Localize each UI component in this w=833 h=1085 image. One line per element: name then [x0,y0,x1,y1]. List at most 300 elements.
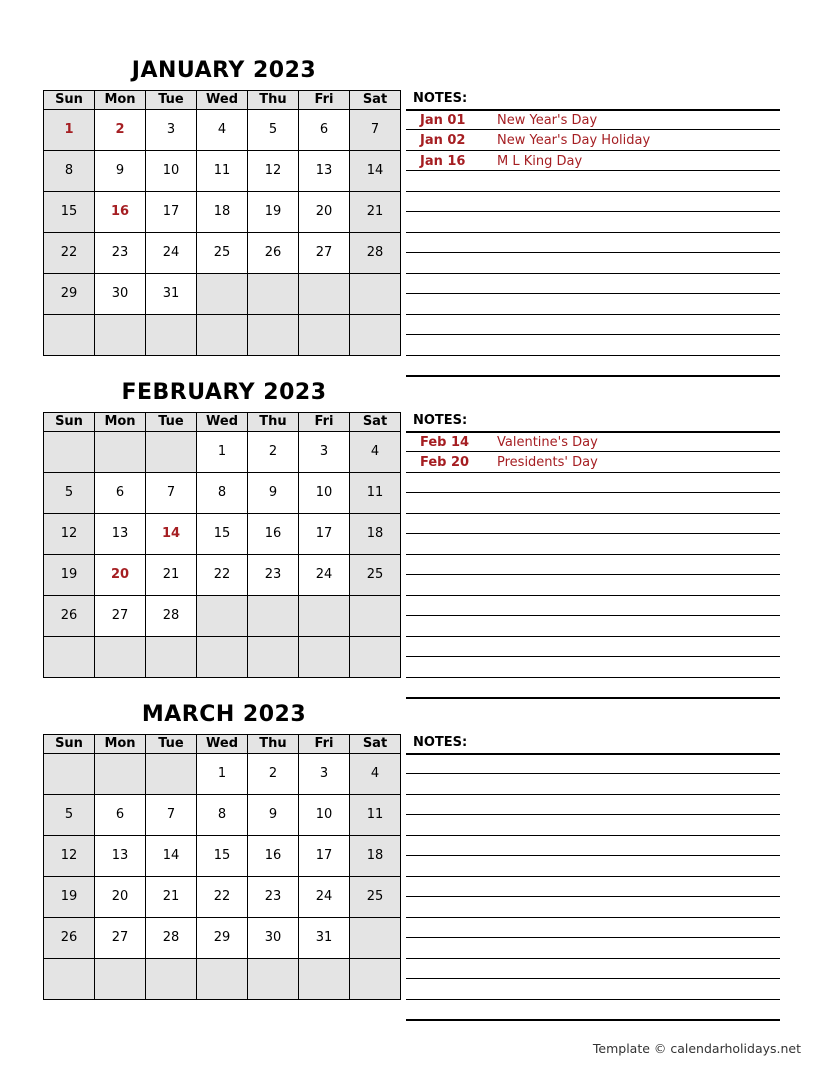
day-number [299,274,349,287]
weekday-header: Tue [146,413,197,432]
notes-rule [406,513,780,514]
empty-day-cell [44,959,95,1000]
notes-label: NOTES: [413,413,468,428]
day-number [350,596,400,609]
day-number: 23 [264,889,282,904]
day-number [95,637,145,650]
day-number: 6 [115,485,125,500]
day-number: 13 [111,848,129,863]
day-number [197,637,247,650]
day-number: 21 [162,567,180,582]
day-number [248,596,298,609]
week-row [44,795,401,836]
day-number: 19 [264,204,282,219]
day-cell [350,555,401,596]
day-cell [350,473,401,514]
empty-day-cell [248,959,299,1000]
empty-day-cell [95,637,146,678]
day-number [44,637,94,650]
day-number: 18 [213,204,231,219]
day-number: 16 [264,526,282,541]
day-cell [299,795,350,836]
day-cell [248,151,299,192]
day-number: 7 [166,807,176,822]
weekday-header: Tue [146,735,197,754]
day-number: 8 [217,807,227,822]
day-number: 2 [268,766,278,781]
day-number: 5 [64,807,74,822]
empty-day-cell [248,315,299,356]
day-number [299,637,349,650]
day-number: 31 [162,286,180,301]
notes-rule [406,656,780,657]
day-cell [350,233,401,274]
day-number [299,596,349,609]
empty-day-cell [146,959,197,1000]
day-cell [299,877,350,918]
day-number [350,315,400,328]
weekday-header: Fri [299,735,350,754]
weekday-header: Wed [197,735,248,754]
day-cell [299,836,350,877]
week-row [44,877,401,918]
day-number [248,315,298,328]
notes-rule [406,314,780,315]
notes-rule [406,937,780,938]
day-number: 14 [366,163,384,178]
day-cell [146,918,197,959]
day-number: 3 [319,444,329,459]
day-number: 17 [315,526,333,541]
day-number: 20 [110,567,130,582]
day-number [350,274,400,287]
notes-rule [406,814,780,815]
week-row [44,274,401,315]
day-number: 25 [213,245,231,260]
day-number [44,959,94,972]
notes-rule [406,574,780,575]
weekday-header: Fri [299,91,350,110]
notes-rule [406,958,780,959]
day-cell [95,151,146,192]
notes-rule [406,697,780,699]
notes-rule [406,293,780,294]
day-number: 4 [370,444,380,459]
week-row [44,233,401,274]
day-cell [44,555,95,596]
day-cell [299,473,350,514]
weekday-header: Thu [248,91,299,110]
notes-label: NOTES: [413,735,468,750]
holiday-note-date: Jan 01 [420,113,466,128]
day-number: 9 [268,485,278,500]
day-number [350,959,400,972]
week-row [44,637,401,678]
day-number: 8 [217,485,227,500]
week-row [44,918,401,959]
notes-rule [406,917,780,918]
day-number: 27 [111,930,129,945]
day-number: 1 [64,122,74,137]
day-number [146,432,196,445]
day-number: 29 [213,930,231,945]
day-number: 21 [162,889,180,904]
weekday-header: Fri [299,413,350,432]
day-number [248,637,298,650]
day-number: 13 [111,526,129,541]
day-cell [197,514,248,555]
notes-rule [406,252,780,253]
notes-rule [406,855,780,856]
notes-rule [406,431,780,433]
day-number: 20 [315,204,333,219]
day-number: 28 [162,930,180,945]
day-number [146,959,196,972]
day-cell [197,836,248,877]
day-number: 5 [268,122,278,137]
empty-day-cell [350,315,401,356]
day-cell [299,432,350,473]
day-number: 20 [111,889,129,904]
notes-rule [406,492,780,493]
empty-day-cell [299,959,350,1000]
notes-rule [406,170,780,171]
day-number: 31 [315,930,333,945]
day-number: 29 [60,286,78,301]
weekday-header: Sat [350,413,401,432]
day-cell [95,473,146,514]
week-row [44,555,401,596]
weekday-header: Thu [248,413,299,432]
day-cell [299,233,350,274]
day-cell [248,918,299,959]
day-cell [95,795,146,836]
day-cell [95,110,146,151]
empty-day-cell [197,315,248,356]
day-cell [146,877,197,918]
day-number: 12 [264,163,282,178]
week-row [44,836,401,877]
day-number: 14 [162,848,180,863]
day-cell [146,555,197,596]
day-number: 10 [315,807,333,822]
day-cell [248,192,299,233]
holiday-note-date: Feb 14 [420,435,470,450]
day-number [95,315,145,328]
day-cell [95,836,146,877]
day-number [197,959,247,972]
day-cell [299,110,350,151]
day-number: 7 [166,485,176,500]
day-number: 19 [60,889,78,904]
weekday-header: Wed [197,91,248,110]
day-cell [248,110,299,151]
notes-rule [406,533,780,534]
holiday-note-date: Feb 20 [420,455,470,470]
empty-day-cell [95,432,146,473]
weekday-header: Wed [197,413,248,432]
day-number: 26 [264,245,282,260]
empty-day-cell [350,637,401,678]
day-number: 19 [60,567,78,582]
empty-day-cell [95,315,146,356]
holiday-note [420,455,598,471]
day-number: 11 [366,485,384,500]
day-cell [197,795,248,836]
weekday-header: Mon [95,413,146,432]
day-cell [197,432,248,473]
month-title: JANUARY 2023 [131,58,317,83]
day-cell [248,233,299,274]
weekday-header: Sun [44,735,95,754]
week-row [44,432,401,473]
day-number: 27 [315,245,333,260]
weekday-header: Sun [44,413,95,432]
day-number: 22 [213,567,231,582]
day-number: 21 [366,204,384,219]
notes-label: NOTES: [413,91,468,106]
empty-day-cell [197,959,248,1000]
day-cell [197,918,248,959]
day-number: 9 [268,807,278,822]
notes-rule [406,999,780,1000]
day-number: 22 [213,889,231,904]
day-number: 18 [366,848,384,863]
day-number [44,754,94,767]
day-number: 10 [315,485,333,500]
weekday-header: Sat [350,91,401,110]
day-number: 3 [166,122,176,137]
day-cell [146,514,197,555]
day-cell [197,754,248,795]
month-grid [43,412,401,678]
day-cell [197,192,248,233]
day-cell [95,514,146,555]
day-cell [197,877,248,918]
day-number [350,918,400,931]
notes-rule [406,794,780,795]
empty-day-cell [44,637,95,678]
notes-rule [406,677,780,678]
empty-day-cell [197,596,248,637]
week-row [44,151,401,192]
holiday-note-name: Valentine's Day [497,435,598,450]
day-number: 27 [111,608,129,623]
day-number [95,754,145,767]
empty-day-cell [248,637,299,678]
day-cell [44,274,95,315]
weekday-header: Sun [44,91,95,110]
week-row [44,110,401,151]
weekday-header: Tue [146,91,197,110]
empty-day-cell [350,274,401,315]
day-number [44,432,94,445]
day-number: 15 [213,526,231,541]
day-cell [146,151,197,192]
empty-day-cell [146,432,197,473]
week-row [44,514,401,555]
day-number: 15 [60,204,78,219]
week-row [44,473,401,514]
day-cell [248,555,299,596]
day-cell [299,555,350,596]
day-cell [350,514,401,555]
day-cell [44,473,95,514]
notes-rule [406,1019,780,1021]
day-number: 24 [162,245,180,260]
day-cell [350,151,401,192]
day-number [146,637,196,650]
day-number: 25 [366,567,384,582]
day-number: 23 [264,567,282,582]
day-cell [95,918,146,959]
empty-day-cell [248,596,299,637]
week-row [44,315,401,356]
day-cell [299,918,350,959]
empty-day-cell [44,315,95,356]
empty-day-cell [350,959,401,1000]
day-number: 2 [268,444,278,459]
notes-rule [406,554,780,555]
day-cell [44,151,95,192]
notes-rule [406,753,780,755]
day-cell [44,795,95,836]
day-number: 12 [60,526,78,541]
day-cell [44,918,95,959]
empty-day-cell [44,754,95,795]
notes-rule [406,835,780,836]
day-cell [146,192,197,233]
empty-day-cell [146,637,197,678]
day-number: 1 [217,766,227,781]
day-cell [248,836,299,877]
day-number [350,637,400,650]
empty-day-cell [95,754,146,795]
day-cell [146,836,197,877]
day-cell [146,274,197,315]
weekday-header: Thu [248,735,299,754]
day-number: 6 [319,122,329,137]
day-number [95,432,145,445]
empty-day-cell [197,637,248,678]
day-cell [95,192,146,233]
holiday-note [420,113,597,129]
week-row [44,596,401,637]
day-cell [248,754,299,795]
day-number: 16 [110,204,130,219]
footer-credit: Template © calendarholidays.net [592,1041,801,1056]
day-number: 17 [162,204,180,219]
day-cell [248,432,299,473]
empty-day-cell [299,596,350,637]
day-number: 8 [64,163,74,178]
day-number: 7 [370,122,380,137]
holiday-note-name: Presidents' Day [497,455,598,470]
month-grid [43,90,401,356]
day-cell [44,877,95,918]
day-number: 15 [213,848,231,863]
day-number: 24 [315,567,333,582]
day-number: 5 [64,485,74,500]
day-number: 23 [111,245,129,260]
day-number: 4 [217,122,227,137]
notes-rule [406,773,780,774]
day-number [44,315,94,328]
week-row [44,754,401,795]
day-number: 11 [366,807,384,822]
day-number: 3 [319,766,329,781]
day-number: 22 [60,245,78,260]
day-number [197,596,247,609]
day-number: 14 [161,526,181,541]
notes-rule [406,334,780,335]
notes-rule [406,150,780,151]
notes-rule [406,615,780,616]
notes-rule [406,211,780,212]
day-number: 9 [115,163,125,178]
day-cell [146,110,197,151]
day-cell [146,473,197,514]
day-cell [350,836,401,877]
day-cell [197,555,248,596]
day-cell [350,110,401,151]
day-number: 17 [315,848,333,863]
day-number [95,959,145,972]
day-cell [44,514,95,555]
day-cell [197,233,248,274]
empty-day-cell [299,637,350,678]
day-cell [95,233,146,274]
notes-rule [406,451,780,452]
day-number: 18 [366,526,384,541]
month-title: FEBRUARY 2023 [121,380,327,405]
empty-day-cell [350,918,401,959]
weekday-header: Mon [95,735,146,754]
notes-rule [406,273,780,274]
day-cell [350,795,401,836]
empty-day-cell [197,274,248,315]
day-cell [197,151,248,192]
day-cell [299,192,350,233]
day-cell [95,877,146,918]
day-cell [350,192,401,233]
notes-rule [406,232,780,233]
day-cell [146,233,197,274]
empty-day-cell [146,754,197,795]
notes-rule [406,876,780,877]
day-cell [197,110,248,151]
day-number: 6 [115,807,125,822]
weekday-header: Mon [95,91,146,110]
day-cell [350,877,401,918]
day-cell [44,596,95,637]
day-cell [44,233,95,274]
notes-rule [406,109,780,111]
holiday-note-name: New Year's Day Holiday [497,133,651,148]
empty-day-cell [95,959,146,1000]
holiday-note-name: New Year's Day [497,113,598,128]
day-number: 26 [60,930,78,945]
day-cell [350,432,401,473]
day-number [197,274,247,287]
notes-rule [406,355,780,356]
notes-rule [406,896,780,897]
day-cell [146,596,197,637]
week-row [44,959,401,1000]
day-cell [299,514,350,555]
day-number: 12 [60,848,78,863]
day-number [146,754,196,767]
